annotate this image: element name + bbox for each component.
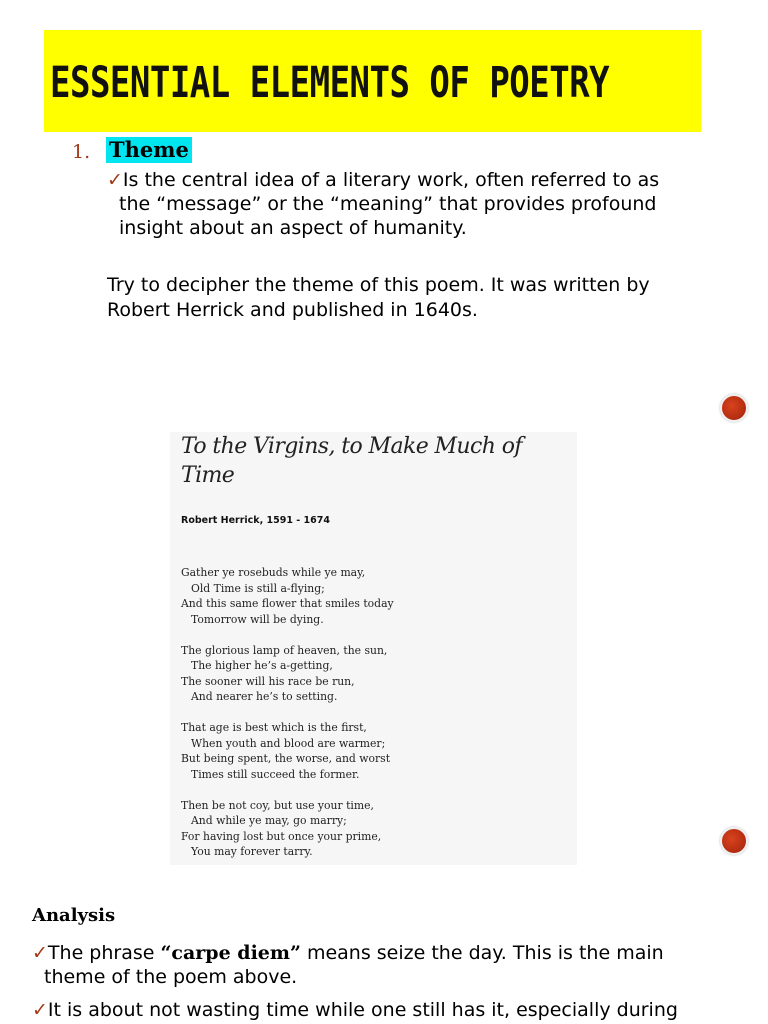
poem-title-line1: To the Virgins, to Make Much of [181,434,522,459]
poem-line: When youth and blood are warmer; [191,736,386,750]
slide-title: ESSENTIAL ELEMENTS OF POETRY [50,58,610,108]
analysis-point [32,998,732,1022]
decorative-dot [720,827,748,855]
poem-stanza [181,720,571,782]
instruction-line1: Try to decipher the theme of this poem. It was written by [107,274,650,296]
poem-line: And while ye may, go marry; [191,814,347,827]
poem-line: You may forever tarry. [191,845,313,858]
poem-line: The higher he’s a-getting, [191,659,333,672]
analysis-heading: Analysis [32,905,116,926]
checkmark-icon: ✓ [107,169,123,191]
poem-line: Old Time is still a-flying; [191,581,325,595]
theme-definition-line1: Is the central idea of a literary work, often referred to as [122,169,660,191]
poem-stanza [181,565,571,627]
instruction-line2: Robert Herrick and published in 1640s. [107,299,478,321]
analysis-point [32,941,732,989]
checkmark-icon: ✓ [32,942,48,964]
poem-line: That age is best which is the first, [181,721,367,734]
poem-stanza [181,643,571,705]
poem-line: The sooner will his race be run, [181,674,355,688]
poem-title [181,432,576,490]
theme-definition-line2: the “message” or the “meaning” that provides profound [119,193,657,215]
poem-line: But being spent, the worse, and worst [181,752,391,765]
instruction-text [107,273,717,323]
checkmark-icon: ✓ [32,999,48,1021]
poem-line: And nearer he’s to setting. [191,690,338,703]
theme-definition-line3: insight about an aspect of humanity. [119,217,467,239]
poem-line: Gather ye rosebuds while ye may, [181,566,366,579]
analysis-text: The phrase [47,942,161,964]
list-number: 1. [72,141,91,163]
poem-title-line2: Time [181,463,235,488]
theme-definition [107,168,707,240]
theme-heading: Theme [106,137,192,163]
decorative-dot [720,394,748,422]
analysis-text: It is about not wasting time while one still has it, especially during [47,999,678,1021]
poem-line: Then be not coy, but use your time, [181,798,374,812]
poem-line: And this same flower that smiles today [181,597,394,610]
poem-body [181,565,571,875]
poem-line: Tomorrow will be dying. [191,612,324,626]
analysis-text: theme of the poem above. [44,966,298,988]
poem-line: For having lost but once your prime, [181,829,382,843]
poem-author: Robert Herrick, 1591 - 1674 [181,515,330,526]
analysis-text: means seize the day. This is the main [300,942,664,964]
poem-line: Times still succeed the former. [191,767,360,781]
poem-stanza [181,798,571,860]
poem-line: The glorious lamp of heaven, the sun, [181,643,388,657]
carpe-diem-keyword: “carpe diem” [160,942,301,964]
